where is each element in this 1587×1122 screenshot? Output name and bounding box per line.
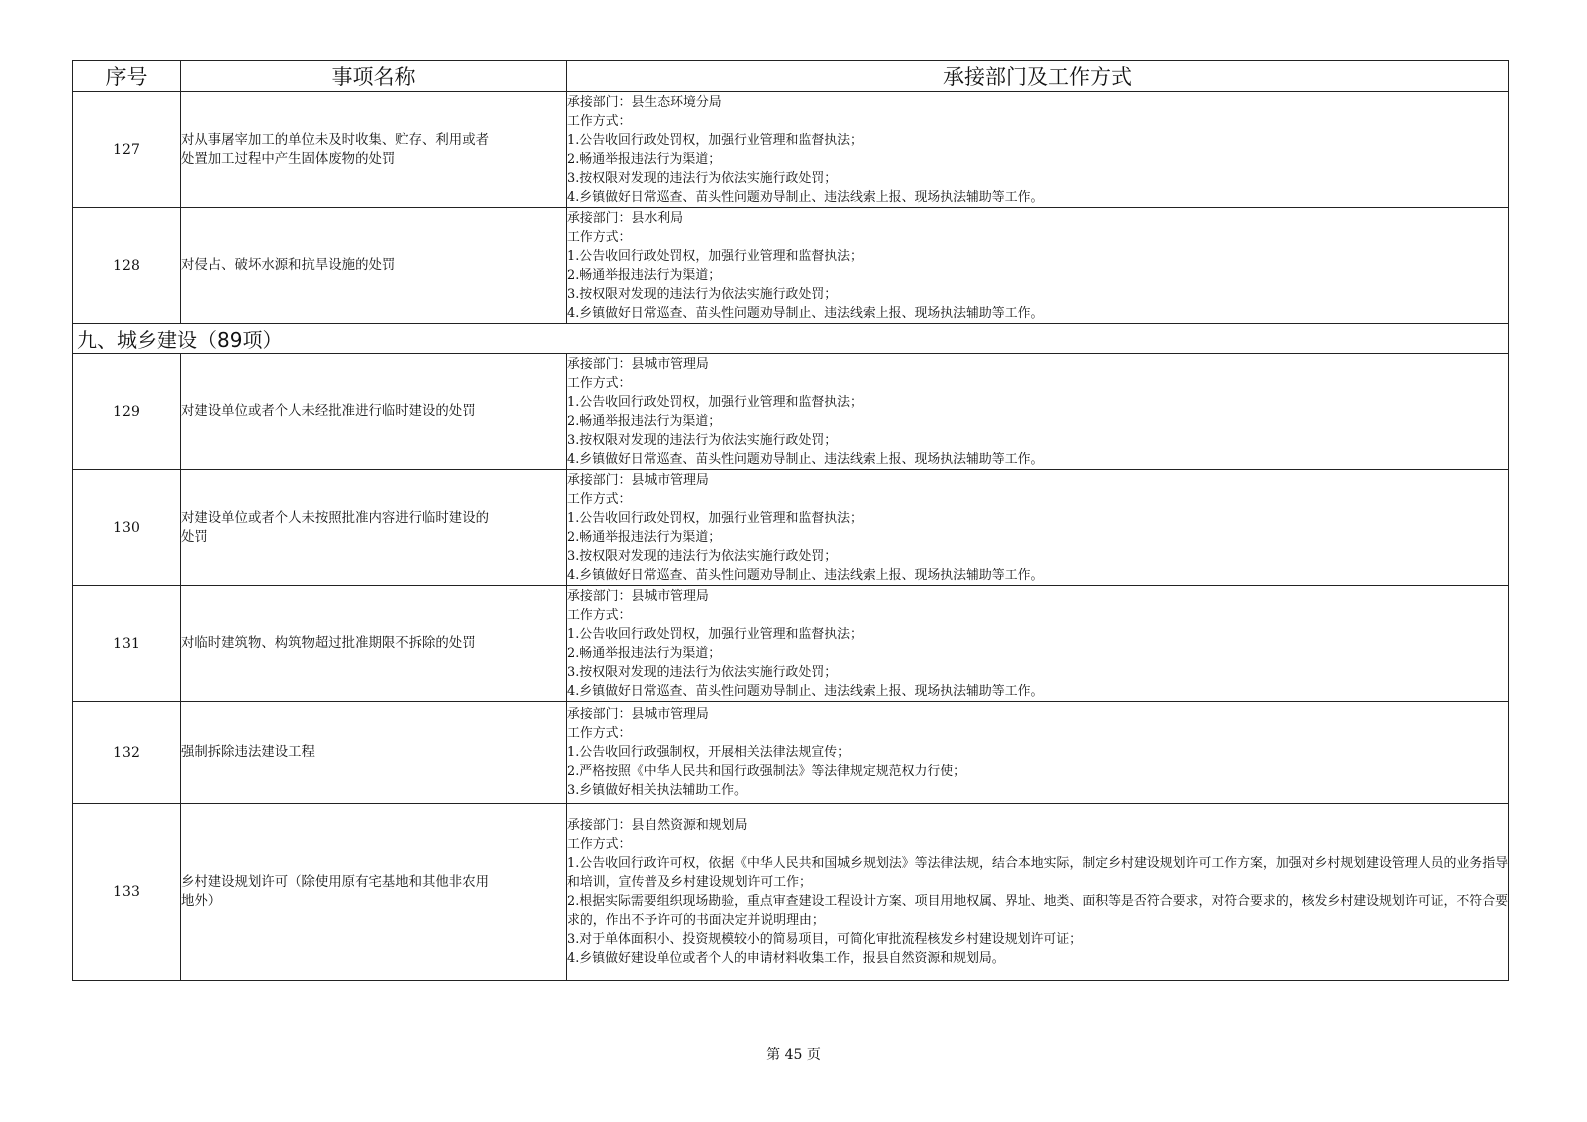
detail-line: 2.畅通举报违法行为渠道； [567,529,722,545]
detail-line: 承接部门：县城市管理局 [567,707,709,722]
row-detail [567,586,1509,702]
row-seq: 131 [73,586,181,702]
table-row [73,470,1509,586]
detail-line: 工作方式： [567,607,632,623]
detail-line: 4.乡镇做好日常巡查、苗头性问题劝导制止、违法线索上报、现场执法辅助等工作。 [567,451,1044,467]
page-number: 第 45 页 [766,1047,821,1063]
detail-line: 4.乡镇做好建设单位或者个人的申请材料收集工作，报县自然资源和规划局。 [567,951,1005,966]
section-row [73,324,1509,354]
row-detail [567,804,1509,981]
detail-line: 承接部门：县自然资源和规划局 [567,818,748,833]
row-detail [567,92,1509,208]
detail-line: 3.按权限对发现的违法行为依法实施行政处罚； [567,664,838,680]
row-name-line: 对从事屠宰加工的单位未及时收集、贮存、利用或者 [181,132,489,148]
detail-line: 1.公告收回行政处罚权，加强行业管理和监督执法； [567,394,863,410]
section-title: 九、城乡建设（89项） [73,324,1509,354]
table-row [73,586,1509,702]
detail-line: 4.乡镇做好日常巡查、苗头性问题劝导制止、违法线索上报、现场执法辅助等工作。 [567,305,1044,321]
detail-line: 2.严格按照《中华人民共和国行政强制法》等法律规定规范权力行使； [567,764,967,779]
table-row [73,354,1509,470]
row-name [181,470,567,586]
row-name-line: 对临时建筑物、构筑物超过批准期限不拆除的处罚 [181,636,476,651]
detail-line: 2.畅通举报违法行为渠道； [567,267,722,283]
detail-line: 承接部门：县城市管理局 [567,472,709,488]
matters-table [72,60,1509,981]
table-row [73,92,1509,208]
row-detail [567,354,1509,470]
row-name-line: 对建设单位或者个人未经批准进行临时建设的处罚 [181,404,476,419]
table-row [73,208,1509,324]
detail-line: 2.畅通举报违法行为渠道； [567,413,722,429]
detail-line: 工作方式： [567,837,632,852]
row-name [181,804,567,981]
detail-line: 3.按权限对发现的违法行为依法实施行政处罚； [567,286,838,302]
row-seq: 129 [73,354,181,470]
row-name-line: 强制拆除违法建设工程 [181,745,315,760]
detail-line: 4.乡镇做好日常巡查、苗头性问题劝导制止、违法线索上报、现场执法辅助等工作。 [567,567,1044,583]
row-detail [567,208,1509,324]
detail-line: 工作方式： [567,113,632,129]
row-name [181,702,567,804]
detail-line: 承接部门：县城市管理局 [567,588,709,604]
table-row [73,702,1509,804]
row-name [181,208,567,324]
row-name-line: 处置加工过程中产生固体废物的处罚 [181,151,396,167]
detail-line: 2.根据实际需要组织现场勘验，重点审查建设工程设计方案、项目用地权属、界址、地类、面积等是否符合要求，对符合要求的，核发乡村建设规划许可证，不符合要求的，作出不予许可的书面决定并说明理由； [567,894,1508,928]
row-seq: 132 [73,702,181,804]
header-seq: 序号 [73,61,181,92]
header-detail: 承接部门及工作方式 [567,61,1509,92]
detail-line: 3.乡镇做好相关执法辅助工作。 [567,783,747,798]
detail-line: 工作方式： [567,229,632,245]
row-seq: 133 [73,804,181,981]
detail-line: 1.公告收回行政许可权，依据《中华人民共和国城乡规划法》等法律法规，结合本地实际，制定乡村建设规划许可工作方案，加强对乡村规划建设管理人员的业务指导和培训，宣传普及乡村建设规划许可工作； [567,856,1508,890]
detail-line: 1.公告收回行政处罚权，加强行业管理和监督执法； [567,626,863,642]
row-name-line: 对建设单位或者个人未按照批准内容进行临时建设的 [181,510,489,526]
row-seq: 127 [73,92,181,208]
detail-line: 工作方式： [567,491,632,507]
row-seq: 128 [73,208,181,324]
detail-line: 4.乡镇做好日常巡查、苗头性问题劝导制止、违法线索上报、现场执法辅助等工作。 [567,189,1044,205]
detail-line: 4.乡镇做好日常巡查、苗头性问题劝导制止、违法线索上报、现场执法辅助等工作。 [567,683,1044,699]
detail-line: 工作方式： [567,726,632,741]
detail-line: 2.畅通举报违法行为渠道； [567,151,722,167]
header-name: 事项名称 [181,61,567,92]
detail-line: 工作方式： [567,375,632,391]
detail-line: 2.畅通举报违法行为渠道； [567,645,722,661]
detail-line: 3.按权限对发现的违法行为依法实施行政处罚； [567,170,838,186]
row-detail [567,702,1509,804]
row-name [181,92,567,208]
row-seq: 130 [73,470,181,586]
row-name [181,586,567,702]
detail-line: 承接部门：县生态环境分局 [567,94,722,110]
detail-line: 3.按权限对发现的违法行为依法实施行政处罚； [567,548,838,564]
detail-line: 1.公告收回行政强制权，开展相关法律法规宣传； [567,745,851,760]
detail-line: 承接部门：县城市管理局 [567,356,709,372]
detail-line: 1.公告收回行政处罚权，加强行业管理和监督执法； [567,248,863,264]
row-name-line: 地外） [181,894,222,909]
header-row [73,61,1509,92]
row-detail [567,470,1509,586]
row-name-line: 对侵占、破坏水源和抗旱设施的处罚 [181,258,396,273]
table-row [73,804,1509,981]
detail-line: 3.按权限对发现的违法行为依法实施行政处罚； [567,432,838,448]
row-name-line: 乡村建设规划许可（除使用原有宅基地和其他非农用 [181,875,489,890]
detail-line: 1.公告收回行政处罚权，加强行业管理和监督执法； [567,132,863,148]
detail-line: 1.公告收回行政处罚权，加强行业管理和监督执法； [567,510,863,526]
row-name-line: 处罚 [181,529,208,545]
detail-line: 承接部门：县水利局 [567,210,684,226]
detail-line: 3.对于单体面积小、投资规模较小的简易项目，可简化审批流程核发乡村建设规划许可证； [567,932,1083,947]
row-name [181,354,567,470]
